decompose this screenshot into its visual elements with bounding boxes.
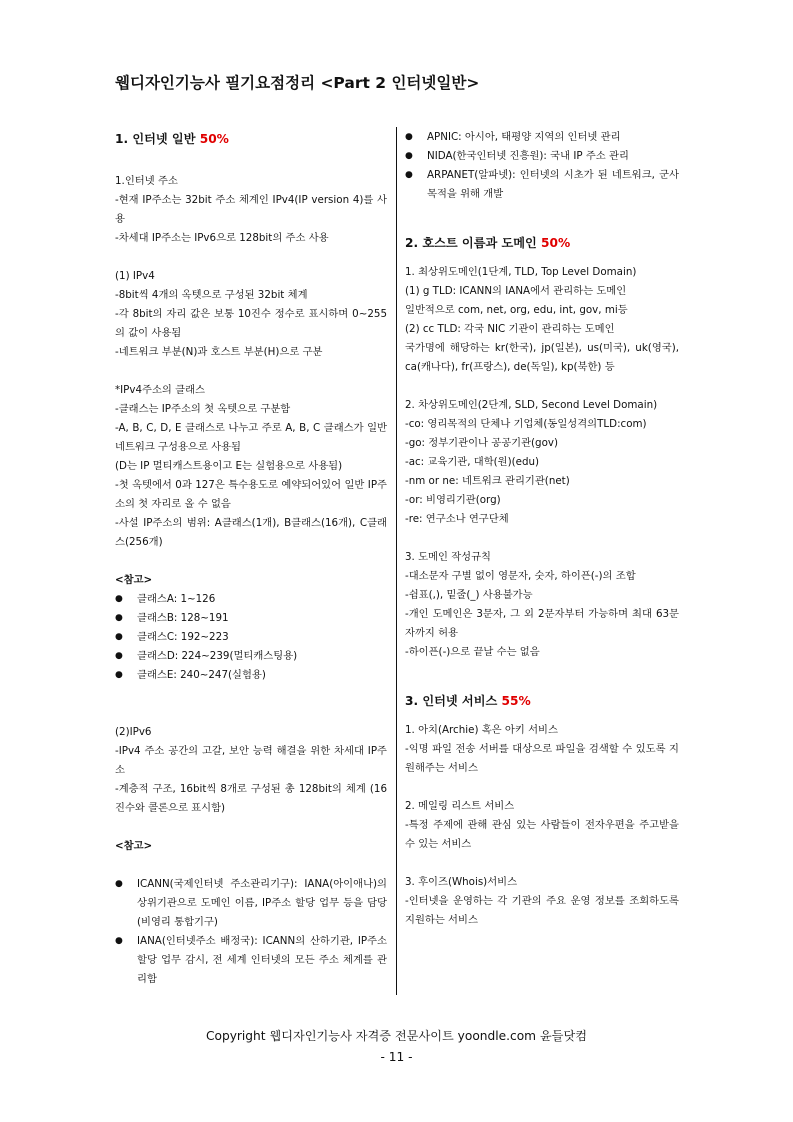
section-2-title: 2. 호스트 이름과 도메인	[405, 236, 537, 250]
paragraph: (2) cc TLD: 각국 NIC 기관이 관리하는 도메인	[405, 323, 615, 335]
paragraph: -8bit씩 4개의 옥텟으로 구성된 32bit 체계	[115, 289, 308, 301]
paragraph: -go: 정부기관이나 공공기관(gov)	[405, 437, 558, 449]
paragraph: -특정 주제에 관해 관심 있는 사람들이 전자우편을 주고받을 수 있는 서비스	[405, 819, 679, 850]
paragraph: 일반적으로 com, net, org, edu, int, gov, mi등	[405, 304, 628, 316]
list-item: ● APNIC: 아시아, 태평양 지역의 인터넷 관리	[405, 128, 679, 147]
paragraph: 국가명에 해당하는 kr(한국), jp(일본), us(미국), uk(영국), ca(캐나다), fr(프랑스), de(독일), kp(북한) 등	[405, 342, 679, 373]
list-item: ● ICANN(국제인터넷 주소관리기구): IANA(아이애나)의 상위기관으로 도메인 이름, IP주소 할당 업무 등을 담당(비영리 통합기구)	[115, 875, 387, 932]
paragraph: -IPv4 주소 공간의 고갈, 보안 능력 해결을 위한 차세대 IP주소	[115, 745, 387, 776]
section-1-title: 1. 인터넷 일반	[115, 132, 196, 146]
list-item: ● 클래스D: 224~239(멀티캐스팅용)	[115, 647, 387, 666]
paragraph: (D는 IP 멀티캐스트용이고 E는 실험용으로 사용됨)	[115, 460, 343, 472]
bullet-icon: ●	[115, 594, 123, 604]
class-range-list	[115, 590, 387, 685]
paragraph: 3. 도메인 작성규칙	[405, 551, 491, 563]
paragraph: -클래스는 IP주소의 첫 옥텟으로 구분함	[115, 403, 291, 415]
bullet-icon: ●	[115, 613, 123, 623]
organization-list-continued	[405, 128, 679, 204]
paragraph: -개인 도메인은 3문자, 그 외 2문자부터 가능하며 최대 63문자까지 허용	[405, 608, 679, 639]
paragraph: -현재 IP주소는 32bit 주소 체계인 IPv4(IP version 4)를 사용	[115, 194, 387, 225]
paragraph: -인터넷을 운영하는 각 기관의 주요 운영 정보를 조회하도록 지원하는 서비스	[405, 895, 679, 926]
paragraph: -계층적 구조, 16bit씩 8개로 구성된 총 128bit의 체계 (16진수와 콜론으로 표시함)	[115, 783, 387, 814]
list-item: ● ARPANET(알파넷): 인터넷의 시초가 된 네트워크, 군사목적을 위해 개발	[405, 166, 679, 204]
paragraph: 1.인터넷 주소	[115, 175, 178, 187]
bullet-icon: ●	[405, 170, 413, 180]
list-item: ● 클래스E: 240~247(실험용)	[115, 666, 387, 685]
paragraph: -co: 영리목적의 단체나 기업체(동일성격의TLD:com)	[405, 418, 647, 430]
list-item: ● 클래스A: 1~126	[115, 590, 387, 609]
section-1-percent: 50%	[199, 132, 229, 146]
section-2-heading	[405, 232, 679, 254]
paragraph: (1) IPv4	[115, 270, 155, 282]
footer-copyright: Copyright 웹디자인기능사 자격증 전문사이트 yoondle.com 윤들닷컴	[206, 1029, 587, 1043]
bullet-icon: ●	[115, 651, 123, 661]
paragraph: -사설 IP주소의 범위: A클래스(1개), B클래스(16개), C클래스(256개)	[115, 517, 387, 548]
paragraph: (1) g TLD: ICANN의 IANA에서 관리하는 도메인	[405, 285, 627, 297]
paragraph: -nm or ne: 네트워크 관리기관(net)	[405, 475, 570, 487]
paragraph: 1. 최상위도메인(1단계, TLD, Top Level Domain)	[405, 266, 637, 278]
paragraph: -A, B, C, D, E 클래스로 나누고 주로 A, B, C 클래스가 일반 네트워크 구성용으로 사용됨	[115, 422, 387, 453]
bullet-icon: ●	[115, 670, 123, 680]
list-item: ● 클래스B: 128~191	[115, 609, 387, 628]
paragraph: -네트워크 부분(N)과 호스트 부분(H)으로 구분	[115, 346, 323, 358]
section-3-percent: 55%	[501, 694, 531, 708]
paragraph: -익명 파일 전송 서버를 대상으로 파일을 검색할 수 있도록 지원해주는 서비스	[405, 743, 679, 774]
bullet-icon: ●	[405, 132, 413, 142]
page-number: - 11 -	[380, 1050, 413, 1064]
list-item: ● 클래스C: 192~223	[115, 628, 387, 647]
organization-list	[115, 875, 387, 989]
column-divider	[396, 127, 397, 995]
paragraph: 2. 차상위도메인(2단계, SLD, Second Level Domain)	[405, 399, 658, 411]
bullet-icon: ●	[405, 151, 413, 161]
section-2-percent: 50%	[541, 236, 571, 250]
paragraph: -or: 비영리기관(org)	[405, 494, 501, 506]
paragraph: 1. 아치(Archie) 혹은 아키 서비스	[405, 724, 558, 736]
list-item: ● IANA(인터넷주소 배정국): ICANN의 산하기관, IP주소 할당 업무 감시, 전 세계 인터넷의 모든 주소 체계를 관리함	[115, 932, 387, 989]
paragraph: -차세대 IP주소는 IPv6으로 128bit의 주소 사용	[115, 232, 329, 244]
paragraph: -하이픈(-)으로 끝날 수는 없음	[405, 646, 540, 658]
paragraph: -ac: 교육기관, 대학(원)(edu)	[405, 456, 540, 468]
bullet-icon: ●	[115, 936, 123, 946]
reference-label: <참고>	[115, 840, 153, 852]
paragraph: -첫 옥텟에서 0과 127은 특수용도로 예약되어있어 일반 IP주소의 첫 자리로 올 수 없음	[115, 479, 387, 510]
reference-label: <참고>	[115, 574, 153, 586]
page-title: 웹디자인기능사 필기요점정리 <Part 2 인터넷일반>	[115, 74, 480, 92]
paragraph: (2)IPv6	[115, 726, 152, 738]
paragraph: -re: 연구소나 연구단체	[405, 513, 509, 525]
section-3-title: 3. 인터넷 서비스	[405, 694, 498, 708]
paragraph: -대소문자 구별 없이 영문자, 숫자, 하이픈(-)의 조합	[405, 570, 636, 582]
section-3-heading	[405, 690, 679, 712]
bullet-icon: ●	[115, 879, 123, 889]
list-item: ● NIDA(한국인터넷 진흥원): 국내 IP 주소 관리	[405, 147, 679, 166]
paragraph: -쉼표(,), 밑줄(_) 사용불가능	[405, 589, 533, 601]
paragraph: 3. 후이즈(Whois)서비스	[405, 876, 518, 888]
section-1-heading	[115, 128, 387, 150]
paragraph: *IPv4주소의 클래스	[115, 384, 205, 396]
paragraph: 2. 메일링 리스트 서비스	[405, 800, 515, 812]
paragraph: -각 8bit의 자리 값은 보통 10진수 정수로 표시하며 0~255의 값이 사용됨	[115, 308, 387, 339]
right-column	[405, 128, 679, 930]
left-column	[115, 128, 387, 989]
bullet-icon: ●	[115, 632, 123, 642]
